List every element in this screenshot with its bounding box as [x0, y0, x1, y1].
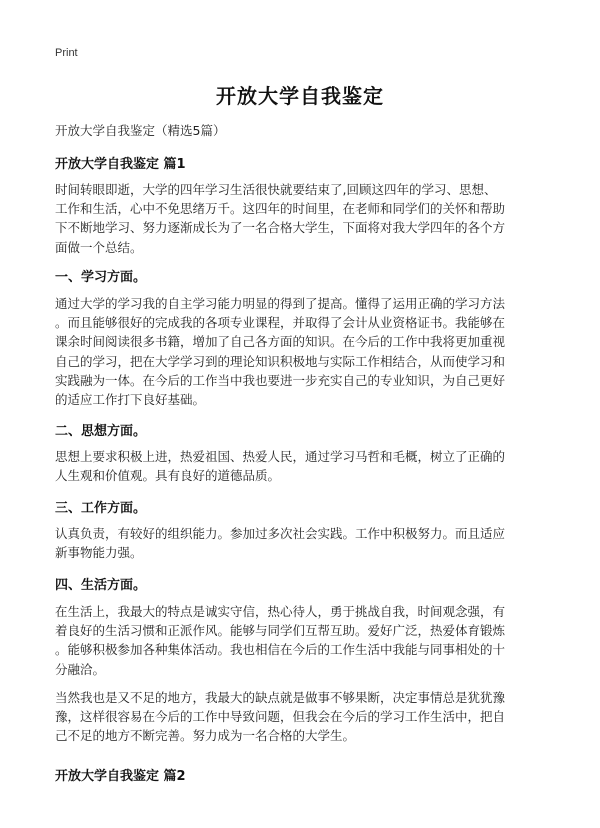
print-label: Print	[55, 47, 78, 59]
article-2-heading: 开放大学自我鉴定 篇2	[55, 769, 186, 784]
study-paragraph	[55, 294, 555, 409]
paragraph-line: 。能够积极参加各种集体活动。我也相信在今后的工作生活中我能与同事相处的十	[55, 642, 506, 658]
article-1-heading: 开放大学自我鉴定 篇1	[55, 157, 186, 172]
shortcoming-paragraph	[55, 688, 555, 746]
paragraph-line: 着良好的生活习惯和正派作风。能够与同学们互帮互助。爱好广泛，热爱体育锻炼	[55, 623, 506, 639]
paragraph-line: 面做一个总结。	[55, 239, 143, 255]
paragraph-line: 工作和生活，心中不免思绪万千。这四年的时间里，在老师和同学们的关怀和帮助	[55, 201, 506, 217]
intro-paragraph	[55, 180, 555, 257]
life-paragraph	[55, 602, 555, 679]
paragraph-line: 在生活上，我最大的特点是诚实守信，热心待人，勇于挑战自我，时间观念强，有	[55, 604, 506, 619]
paragraph-line: 自己的学习，把在大学学习到的理论知识积极地与实际工作相结合，从而使学习和	[55, 353, 506, 369]
paragraph-line: 下不断地学习、努力逐渐成长为了一名合格大学生，下面将对我大学四年的各个方	[55, 220, 506, 236]
paragraph-line: 时间转眼即逝，大学的四年学习生活很快就要结束了,回顾这四年的学习、思想、	[55, 182, 497, 197]
paragraph-line: 己不足的地方不断完善。努力成为一名合格的大学生。	[55, 728, 356, 744]
thought-section-heading: 二、思想方面。	[55, 424, 147, 439]
paragraph-line: 思想上要求积极上进，热爱祖国、热爱人民，通过学习马哲和毛概，树立了正确的	[55, 449, 506, 464]
work-paragraph	[55, 524, 555, 562]
thought-paragraph	[55, 447, 555, 485]
paragraph-line: 认真负责，有较好的组织能力。参加过多次社会实践。工作中积极努力。而且适应	[55, 526, 506, 541]
paragraph-line: 。而且能够很好的完成我的各项专业课程，并取得了会计从业资格证书。我能够在	[55, 315, 506, 331]
paragraph-line: 当然我也是又不足的地方，我最大的缺点就是做事不够果断，决定事情总是犹犹豫	[55, 690, 506, 705]
paragraph-line: 通过大学的学习我的自主学习能力明显的得到了提高。懂得了运用正确的学习方法	[55, 296, 506, 311]
document-subtitle: 开放大学自我鉴定（精选5篇）	[55, 123, 226, 138]
page-title: 开放大学自我鉴定	[216, 84, 384, 108]
life-section-heading: 四、生活方面。	[55, 578, 147, 593]
paragraph-line: 分融洽。	[55, 661, 106, 677]
paragraph-line: 的适应工作打下良好基础。	[55, 392, 206, 408]
work-section-heading: 三、工作方面。	[55, 501, 147, 516]
paragraph-line: 人生观和价值观。具有良好的道德品质。	[55, 468, 281, 484]
study-section-heading: 一、学习方面。	[55, 270, 147, 285]
paragraph-line: 豫，这样很容易在今后的工作中导致问题，但我会在今后的学习工作生活中，把自	[55, 709, 506, 725]
paragraph-line: 实践融为一体。在今后的工作当中我也要进一步充实自己的专业知识，为自己更好	[55, 372, 506, 388]
paragraph-line: 课余时间阅读很多书籍，增加了自己各方面的知识。在今后的工作中我将更加重视	[55, 334, 506, 350]
paragraph-line: 新事物能力强。	[55, 545, 143, 561]
